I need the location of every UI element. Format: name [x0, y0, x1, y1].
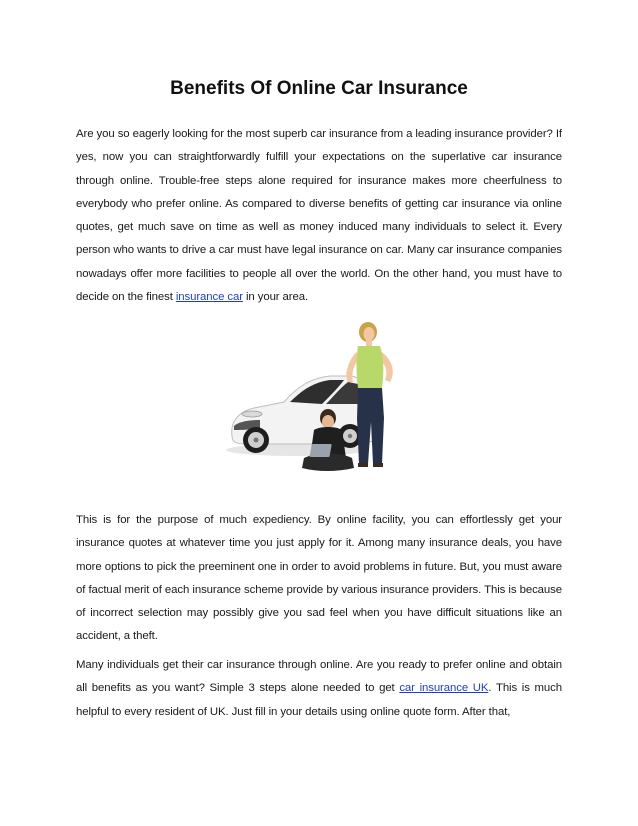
insurance-car-link[interactable]: insurance car — [175, 291, 243, 304]
paragraph-online-tail: . This is much helpful to every resident of UK. Just fill in your details using online quote form. After that, — [76, 682, 562, 718]
car-insurance-uk-link[interactable]: car insurance UK — [399, 682, 489, 695]
woman-jeans — [357, 388, 384, 464]
page-title: Benefits Of Online Car Insurance — [170, 78, 468, 99]
car-and-people-illustration — [226, 318, 416, 493]
car-headlight — [242, 411, 262, 417]
paragraph-expediency: This is for the purpose of much expediency. By online facility, you can effortlessly get your insurance quotes at whatever time you just apply for it. Among many insurance deals, you have more options to pick the preeminent one in order to avoid problems in future. But, you must aware of factual merit of each insurance scheme provide by various insurance providers. This is because of incorrect selection may possibly give you sad feel when you have difficult situations like an accident, a theft. — [76, 514, 562, 643]
woman-green-top — [357, 346, 384, 388]
paragraph-intro — [76, 123, 562, 309]
paragraph-online — [76, 654, 562, 724]
paragraph-online-text: Many individuals get their car insurance through online. Are you ready to prefer online and obtain all benefits as you want? Simple 3 steps alone needed to get — [76, 659, 562, 695]
laptop — [309, 444, 331, 457]
paragraph-intro-tail: in your area. — [242, 291, 309, 304]
paragraph-intro-text: Are you so eagerly looking for the most superb car insurance from a leading insurance provider? If yes, now you can straightforwardly fulfill your expectations on the superlative car insurance through online. Trouble-free steps alone required for insurance makes more cheerfulness to everybody who prefer online. As compared to diverse benefits of getting car insurance via online quotes, get much save on time as well as money induced many individuals to select it. Every person who wants to drive a car must have legal insurance on car. Many car insurance companies nowadays offer more facilities to people all over the world. On the other hand, you must have to decide on the finest — [76, 128, 562, 304]
